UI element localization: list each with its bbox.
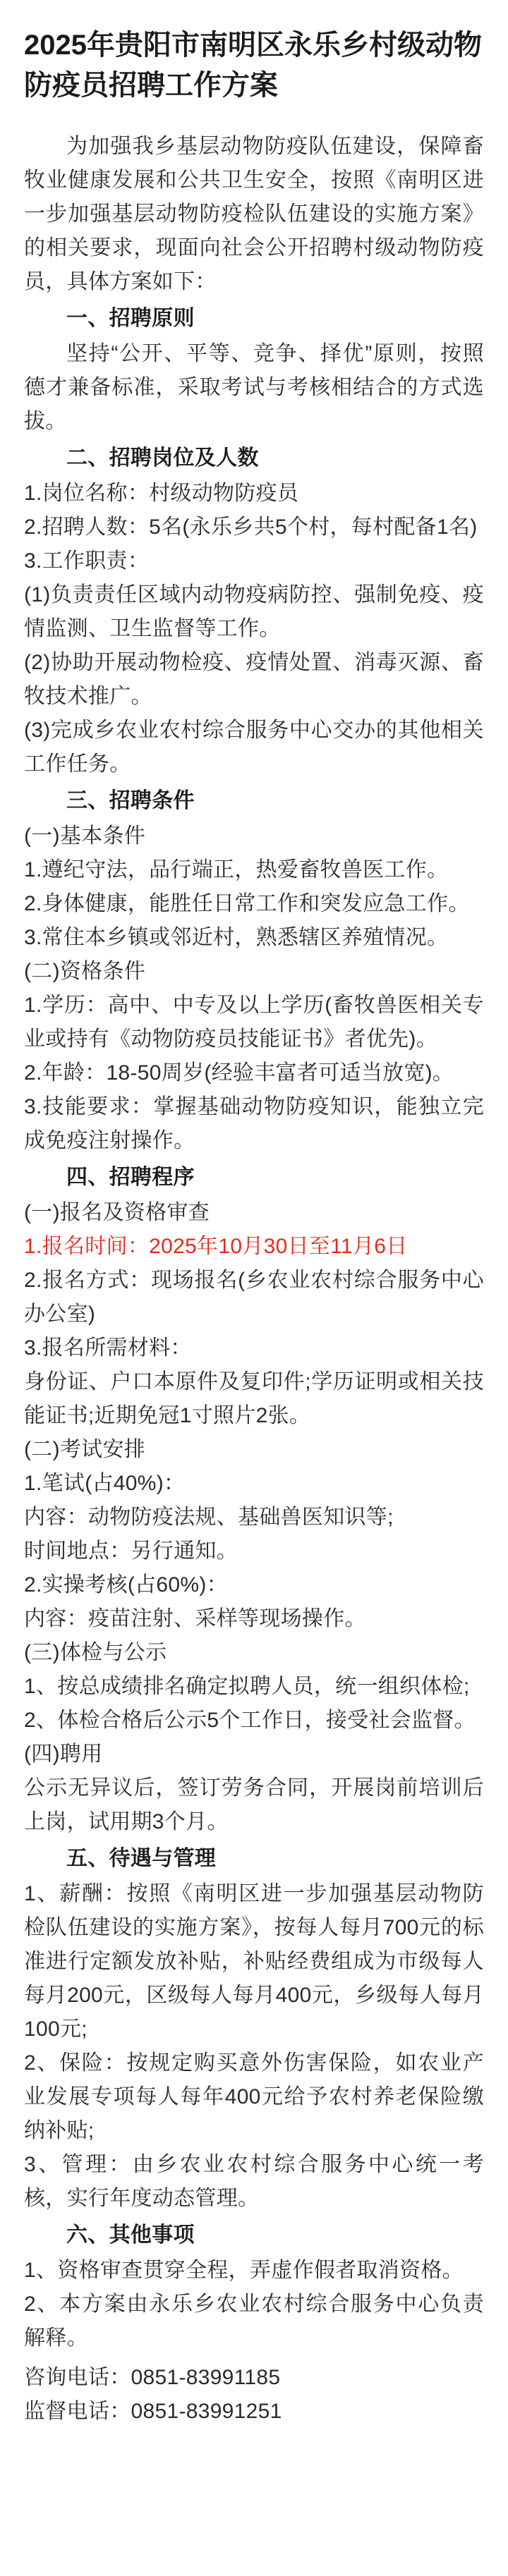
section-line: 时间地点：另行通知。 <box>24 1539 238 1563</box>
section-line: 2.报名方式：现场报名(乡农业农村综合服务中心办公室) <box>24 1268 484 1326</box>
contact-block <box>24 2361 484 2429</box>
section-line: (一)报名及资格审查 <box>24 1200 210 1224</box>
section-positions-and-headcount <box>24 441 484 781</box>
section-line: 1、资格审查贯穿全程，弄虚作假者取消资格。 <box>24 2258 464 2282</box>
section-line: 2.招聘人数：5名(永乐乡共5个村，每村配备1名) <box>24 515 478 539</box>
section-requirements <box>24 784 484 1158</box>
section-line: 坚持“公开、平等、竞争、择优”原则，按照德才兼备标准，采取考试与考核相结合的方式选拔。 <box>24 341 484 433</box>
section-line: (3)完成乡农业农村综合服务中心交办的其他相关工作任务。 <box>24 718 484 776</box>
section-line: 2、保险：按规定购买意外伤害保险，如农业产业发展专项每人每年400元给予农村养老保险缴纳补贴; <box>24 2051 484 2142</box>
section-compensation-and-management <box>24 1842 484 2216</box>
section-line: 1.遵纪守法，品行端正，热爱畜牧兽医工作。 <box>24 857 449 881</box>
section-line: 身份证、户口本原件及复印件;学历证明或相关技能证书;近期免冠1寸照片2张。 <box>24 1369 484 1427</box>
intro-paragraph: 为加强我乡基层动物防疫队伍建设，保障畜牧业健康发展和公共卫生安全，按照《南明区进一步加强基层动物防疫检队伍建设的实施方案》的相关要求，现面向社会公开招聘村级动物防疫员，具体方案如下： <box>24 134 484 293</box>
section-line: (三)体检与公示 <box>24 1640 167 1664</box>
section-line: 2、体检合格后公示5个工作日，接受社会监督。 <box>24 1708 476 1732</box>
section-line: 1、薪酬：按照《南明区进一步加强基层动物防检队伍建设的实施方案》，按每人每月700元的标准进行定额发放补贴，补贴经费组成为市级每人每月200元，区级每人每月400元，乡级每人每月100元; <box>24 1881 484 2041</box>
section-line: (一)基本条件 <box>24 824 146 848</box>
section-line: 3.技能要求：掌握基础动物防疫知识，能独立完成免疫注射操作。 <box>24 1094 484 1152</box>
section-line: 3、管理：由乡农业农村综合服务中心统一考核，实行年度动态管理。 <box>24 2152 484 2210</box>
section-line: (1)负责责任区域内动物疫病防控、强制免疫、疫情监测、卫生监督等工作。 <box>24 582 484 640</box>
section-line: (二)考试安排 <box>24 1437 146 1461</box>
section-line: 3.工作职责： <box>24 549 150 573</box>
section-line: (四)聘用 <box>24 1742 103 1766</box>
section-heading: 五、待遇与管理 <box>66 1846 217 1870</box>
section-line: (2)协助开展动物检疫、疫情处置、消毒灭源、畜牧技术推广。 <box>24 650 484 708</box>
section-line: 1.岗位名称：村级动物防疫员 <box>24 481 299 505</box>
section-line: 内容：疫苗注射、采样等现场操作。 <box>24 1606 366 1630</box>
section-heading: 一、招聘原则 <box>66 306 195 330</box>
page-title: 2025年贵阳市南明区永乐乡村级动物防疫员招聘工作方案 <box>24 30 482 101</box>
section-line: 内容：动物防疫法规、基础兽医知识等; <box>24 1505 394 1529</box>
section-line: (二)资格条件 <box>24 959 146 983</box>
section-line: 2.身体健康，能胜任日常工作和突发应急工作。 <box>24 891 470 915</box>
spacer <box>24 2355 484 2361</box>
section-heading: 三、招聘条件 <box>66 788 195 812</box>
section-line: 公示无异议后，签订劳务合同，开展岗前培训后上岗，试用期3个月。 <box>24 1776 484 1833</box>
section-heading: 六、其他事项 <box>66 2223 195 2247</box>
section-line: 2.实操考核(占60%)： <box>24 1573 228 1597</box>
supervision-phone: 监督电话：0851-83991251 <box>24 2399 282 2423</box>
registration-period-line: 1.报名时间：2025年10月30日至11月6日 <box>24 1234 408 1258</box>
section-procedure <box>24 1161 484 1839</box>
section-recruitment-principle <box>24 302 484 439</box>
section-line: 1.学历：高中、中专及以上学历(畜牧兽医相关专业或持有《动物防疫员技能证书》者优先)。 <box>24 993 484 1051</box>
section-line: 2、本方案由永乐乡农业农村综合服务中心负责解释。 <box>24 2292 484 2350</box>
section-line: 2.年龄：18-50周岁(经验丰富者可适当放宽)。 <box>24 1061 454 1085</box>
section-line: 3.常住本乡镇或邻近村，熟悉辖区养殖情况。 <box>24 925 449 949</box>
section-line: 1、按总成绩排名确定拟聘人员，统一组织体检; <box>24 1674 470 1698</box>
section-heading: 二、招聘岗位及人数 <box>66 446 259 470</box>
consultation-phone: 咨询电话：0851-83991185 <box>24 2365 281 2389</box>
section-heading: 四、招聘程序 <box>66 1165 195 1189</box>
section-line: 1.笔试(占40%)： <box>24 1471 186 1495</box>
section-line: 3.报名所需材料： <box>24 1336 192 1360</box>
section-other-matters <box>24 2218 484 2355</box>
